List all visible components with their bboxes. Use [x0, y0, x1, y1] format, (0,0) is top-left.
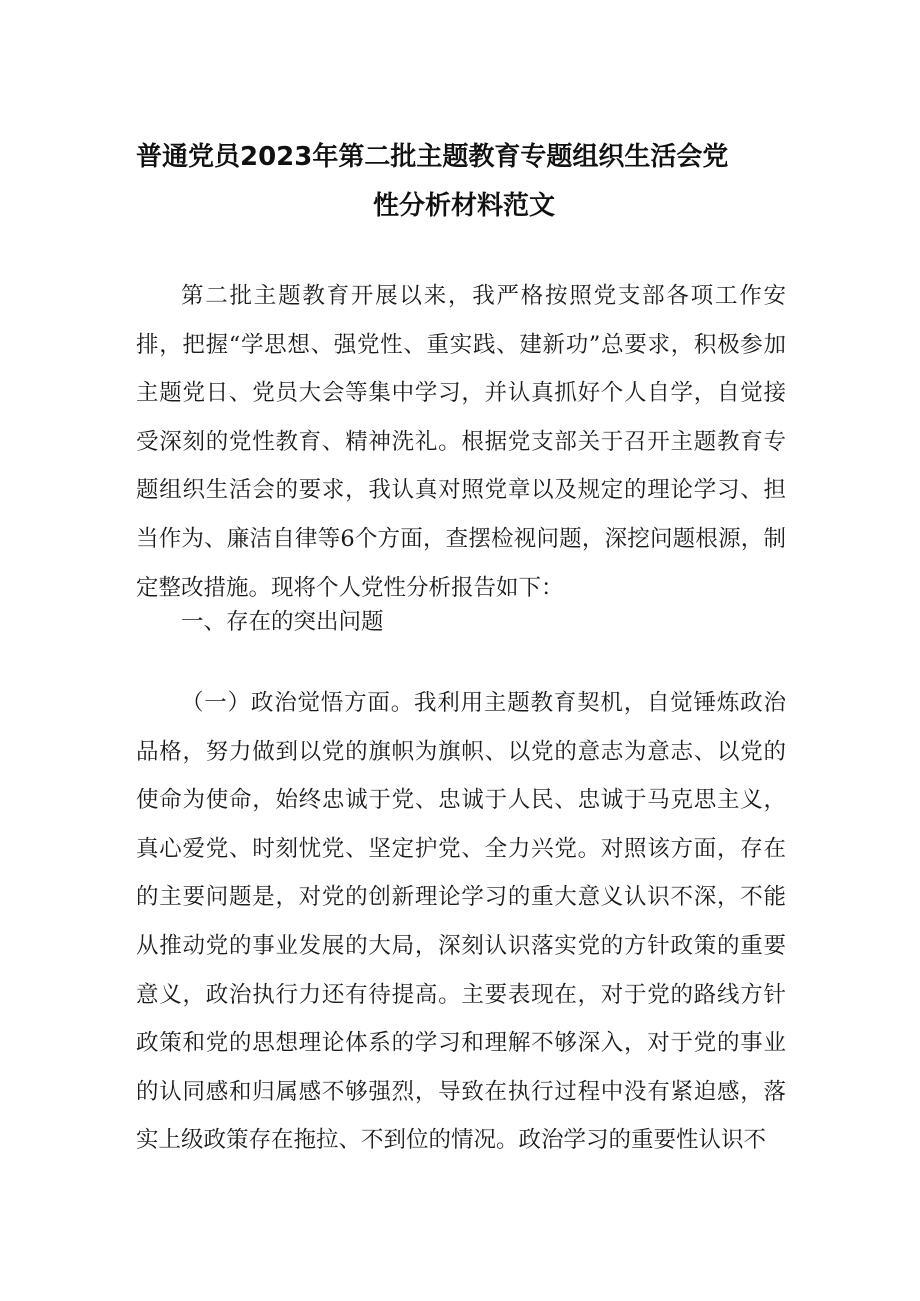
section-heading: 一、存在的突出问题	[181, 609, 384, 635]
intro-paragraph: 第二批主题教育开展以来，我严格按照党支部各项工作安排，把握“学思想、强党性、重实践、建新功”总要求，积极参加主题党日、党员大会等集中学习，并认真抓好个人自学，自觉接受深刻的党性教育、精神洗礼。根据党支部关于召开主题教育专题组织生活会的要求，我认真对照党章以及规定的理论学习、担当作为、廉洁自律等6个方面，查摆检视问题，深挖问题根源，制定整改措施。现将个人党性分析报告如下：	[136, 283, 786, 601]
section-1-paragraph: （一）政治觉悟方面。我利用主题教育契机，自觉锤炼政治品格，努力做到以党的旗帜为旗帜、以党的意志为意志、以党的使命为使命，始终忠诚于党、忠诚于人民、忠诚于马克思主义，真心爱党、时刻忧党、坚定护党、全力兴党。对照该方面，存在的主要问题是，对党的创新理论学习的重大意义认识不深，不能从推动党的事业发展的大局，深刻认识落实党的方针政策的重要意义，政治执行力还有待提高。主要表现在，对于党的路线方针政策和党的思想理论体系的学习和理解不够深入，对于党的事业的认同感和归属感不够强烈，导致在执行过程中没有紧迫感，落实上级政策存在拖拉、不到位的情况。政治学习的重要性认识不	[136, 690, 786, 1154]
document-title-line-1: 普通党员2023年第二批主题教育专题组织生活会党	[136, 142, 729, 172]
document-title-line-2: 性分析材料范文	[373, 191, 556, 221]
